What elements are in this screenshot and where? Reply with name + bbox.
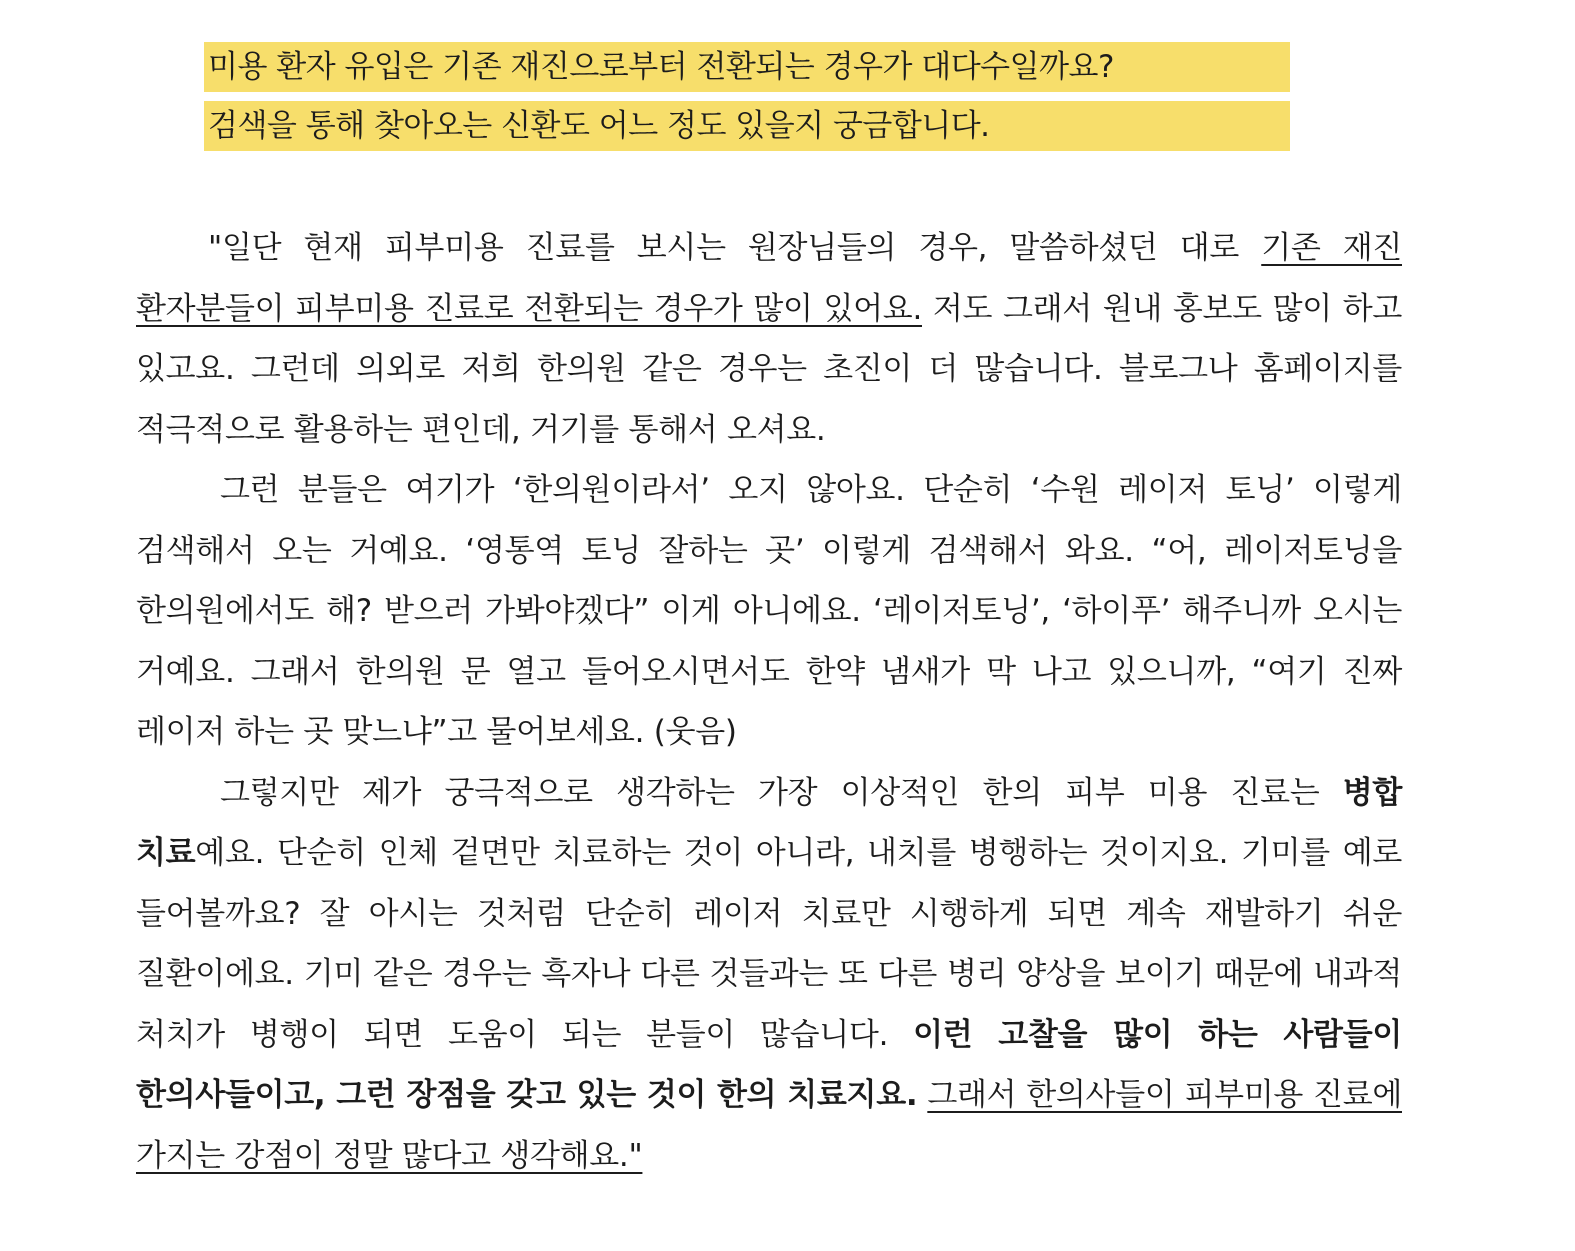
question-line-2: 검색을 통해 찾아오는 신환도 어느 정도 있을지 궁금합니다. bbox=[204, 101, 1290, 151]
answer-p1-underline: 기존 재진 환자분들이 피부미용 진료로 전환되는 경우가 많이 있어요. bbox=[136, 230, 1402, 327]
question-line-1: 미용 환자 유입은 기존 재진으로부터 전환되는 경우가 대다수일까요? bbox=[204, 42, 1290, 92]
question-highlight bbox=[204, 42, 1290, 160]
answer-p1-rest: 저도 그래서 원내 홍보도 많이 하고 있고요. 그런데 의외로 저희 한의원 같은 경우는 초진이 더 많습니다. 블로그나 홈페이지를 적극적으로 활용하는 편인데, 거기를 통해서 오셔요. bbox=[136, 290, 1402, 448]
answer-p1-text: "일단 현재 피부미용 진료를 보시는 원장님들의 경우, 말씀하셨던 대로 bbox=[208, 230, 1262, 266]
answer-p3-underline: 그래서 한의사들이 피부미용 진료에 가지는 강점이 정말 많다고 생각해요." bbox=[136, 1077, 1402, 1174]
answer-p3-text-2: 예요. 단순히 인체 겉면만 치료하는 것이 아니라, 내치를 병행하는 것이지요. 기미를 예로 들어볼까요? 잘 아시는 것처럼 단순히 레이저 치료만 시행하게 되면 계속 재발하기 쉬운 질환이에요. 기미 같은 경우는 흑자나 다른 것들과는 또 다른 병리 양상을 보이기 때문에 내과적 처치가 병행이 되면 도움이 되는 분들이 많습니다. bbox=[136, 835, 1402, 1053]
answer-p3-bold-2: 이런 고찰을 많이 하는 사람들이 한의사들이고, 그런 장점을 갖고 있는 것이 한의 치료지요. bbox=[136, 1016, 1402, 1113]
answer-p3-space bbox=[917, 1077, 927, 1113]
answer-paragraph-2: 그런 분들은 여기가 ‘한의원이라서’ 오지 않아요. 단순히 ‘수원 레이저 토닝’ 이렇게 검색해서 오는 거예요. ‘영통역 토닝 잘하는 곳’ 이렇게 검색해서 와요. “어, 레이저토닝을 한의원에서도 해? 받으러 가봐야겠다” 이게 아니에요. ‘레이저토닝’, ‘하이푸’ 해주니까 오시는 거예요. 그래서 한의원 문 열고 들어오시면서도 한약 냄새가 막 나고 있으니까, “여기 진짜 레이저 하는 곳 맞느냐”고 물어보세요. (웃음) bbox=[136, 472, 1402, 750]
answer-p3-bold-1: 병합 치료 bbox=[136, 774, 1402, 871]
answer-paragraph-1 bbox=[136, 218, 1402, 460]
answer-paragraph-3 bbox=[136, 763, 1402, 1187]
answer-body bbox=[136, 218, 1402, 1186]
answer-p3-text: 그렇지만 제가 궁극적으로 생각하는 가장 이상적인 한의 피부 미용 진료는 bbox=[220, 774, 1343, 811]
